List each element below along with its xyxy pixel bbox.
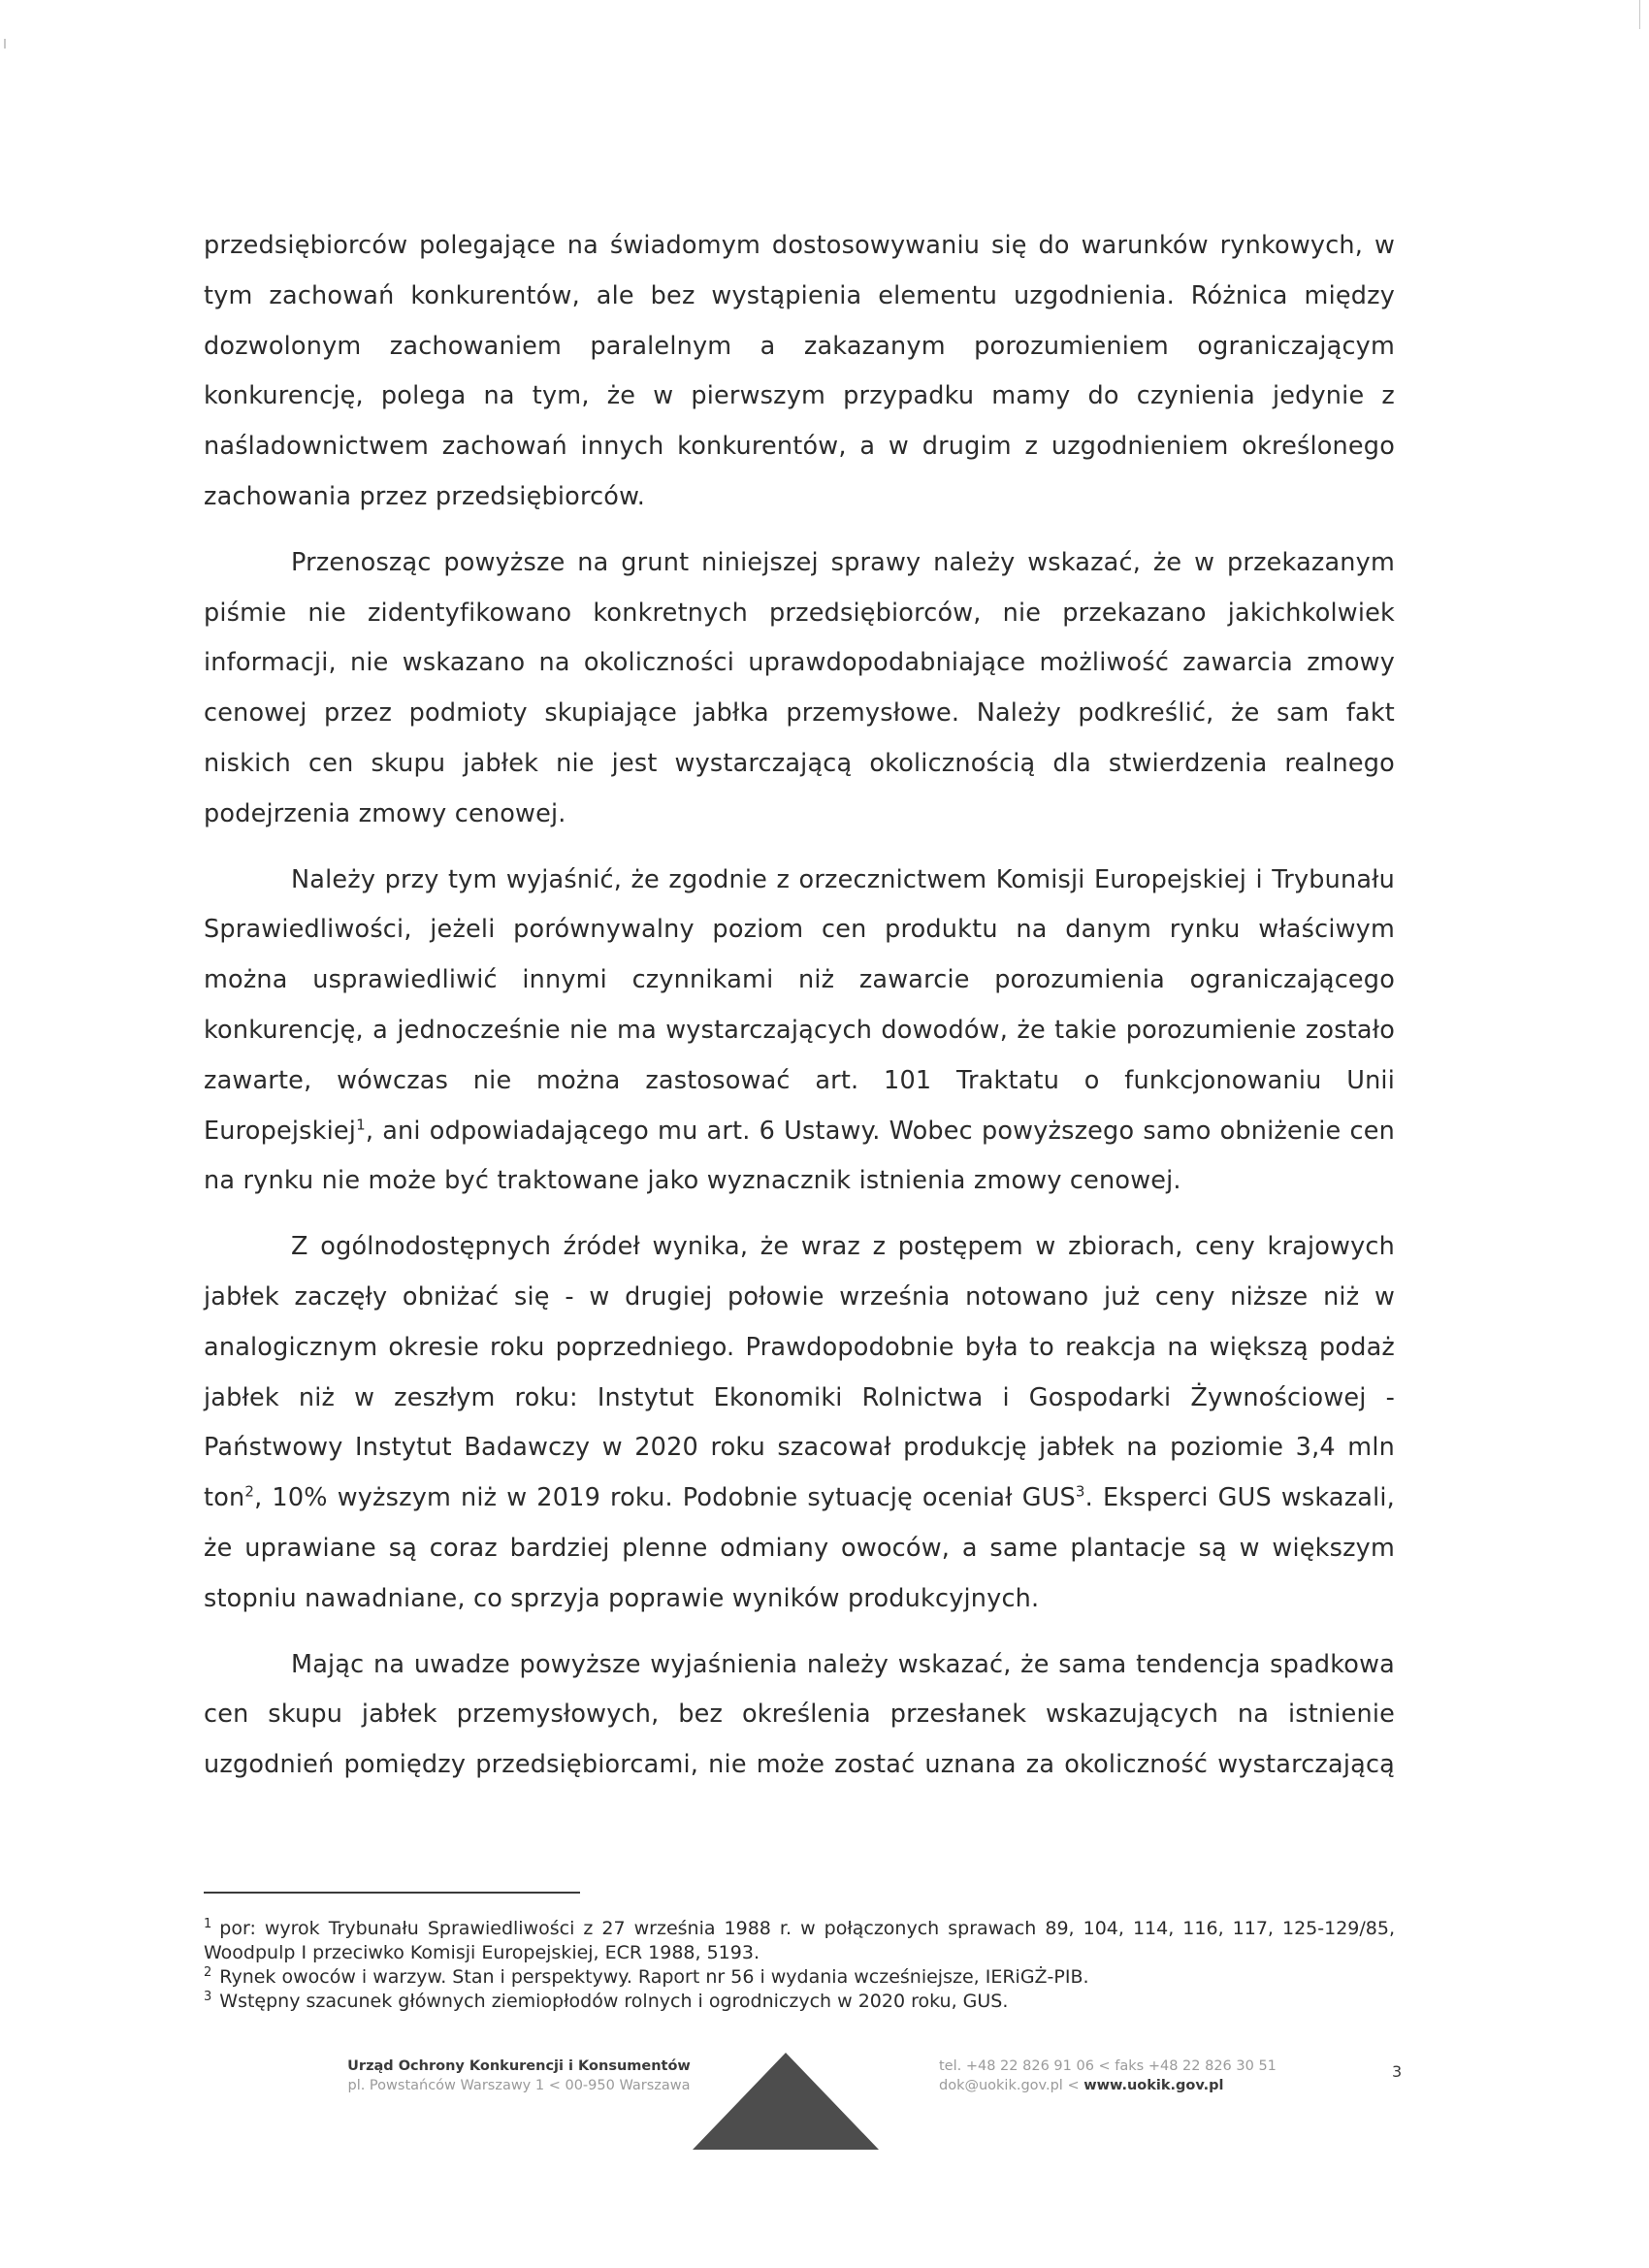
paragraph bbox=[204, 1640, 1395, 1791]
footnote-reference[interactable]: 1 bbox=[356, 1116, 366, 1134]
footnotes bbox=[204, 1917, 1395, 2014]
footnote bbox=[204, 1990, 1395, 2014]
website-link[interactable]: www.uokik.gov.pl bbox=[1083, 2078, 1224, 2093]
footnote-number: 2 bbox=[204, 1964, 212, 1980]
document-body bbox=[204, 221, 1395, 1791]
footer-address-block bbox=[325, 2057, 713, 2095]
paragraph-text: Przenosząc powyższe na grunt niniejszej sprawy należy wskazać, że w przekazanym piśmie nie zidentyfikowano konkretnych przedsiębiorców, nie przekazano jakichkolwiek informacji, nie wskazano na okoliczności uprawdopodabniające możliwość zawarcia zmowy cenowej przez podmioty skupiające jabłka przemysłowe. Należy podkreślić, że sam fakt niskich cen skupu jabłek nie jest wystarczającą okolicznością dla stwierdzenia realnego podejrzenia zmowy cenowej. bbox=[204, 547, 1395, 828]
paragraph-text: Z ogólnodostępnych źródeł wynika, że wraz z postępem w zbiorach, ceny krajowych jabłek zaczęły obniżać się - w drugiej połowie września notowano już ceny niższe niż w analogicznym okresie roku poprzedniego. Prawdopodobnie była to reakcja na większą podaż jabłek niż w zeszłym roku: Instytut Ekonomiki Rolnictwa i Gospodarki Żywnościowej - Państwowy Instytut Badawczy w 2020 roku szacował produkcję jabłek na poziomie 3,4 mln ton bbox=[204, 1232, 1395, 1513]
footnote-text: Rynek owoców i warzyw. Stan i perspektywy. Raport nr 56 i wydania wcześniejsze, IERiGŻ-PIB. bbox=[219, 1966, 1089, 1988]
footnote bbox=[204, 1965, 1395, 1990]
phone-fax: tel. +48 22 826 91 06 < faks +48 22 826 30 51 bbox=[939, 2058, 1277, 2074]
paragraph bbox=[204, 221, 1395, 523]
paragraph-text: Należy przy tym wyjaśnić, że zgodnie z orzecznictwem Komisji Europejskiej i Trybunału Sprawiedliwości, jeżeli porównywalny poziom cen produktu na danym rynku właściwym można usprawiedliwić innymi czynnikami niż zawarcie porozumienia ograniczającego konkurencję, a jednocześnie nie ma wystarczających dowodów, że takie porozumienie zostało zawarte, wówczas nie można zastosować art. 101 Traktatu o funkcjonowaniu Unii Europejskiej bbox=[204, 864, 1395, 1146]
paragraph-text: Mając na uwadze powyższe wyjaśnienia należy wskazać, że sama tendencja spadkowa cen skupu jabłek przemysłowych, bez określenia przesłanek wskazujących na istnienie uzgodnień pomiędzy przedsiębiorcami, nie może zostać uznana za okoliczność wystarczającą bbox=[204, 1649, 1395, 1780]
footnote-reference[interactable]: 3 bbox=[1075, 1482, 1085, 1501]
separator: < bbox=[1062, 2078, 1084, 2093]
paragraph-text: , ani odpowiadającego mu art. 6 Ustawy. Wobec powyższego samo obniżenie cen na rynku nie może być traktowane jako wyznacznik istnienia zmowy cenowej. bbox=[204, 1116, 1395, 1196]
uokik-triangle-logo-icon bbox=[689, 2049, 883, 2151]
footnote-text: por: wyrok Trybunału Sprawiedliwości z 27 września 1988 r. w połączonych sprawach 89, 104, 114, 116, 117, 125-129/85, Woodpulp I przeciwko Komisji Europejskiej, ECR 1988, 5193. bbox=[204, 1918, 1395, 1963]
scan-artifact bbox=[1639, 0, 1640, 29]
footnote-number: 3 bbox=[204, 1989, 212, 2004]
footnote-separator bbox=[204, 1892, 580, 1894]
organization-address: pl. Powstańców Warszawy 1 < 00-950 Warszawa bbox=[347, 2078, 691, 2093]
organization-name: Urząd Ochrony Konkurencji i Konsumentów bbox=[347, 2058, 691, 2074]
footnote-number: 1 bbox=[204, 1916, 212, 1931]
footnote-text: Wstępny szacunek głównych ziemiopłodów rolnych i ogrodniczych w 2020 roku, GUS. bbox=[219, 1991, 1009, 2012]
paragraph-text: . Eksperci GUS wskazali, że uprawiane są coraz bardziej plenne odmiany owoców, a same plantacje są w większym stopniu nawadniane, co sprzyja poprawie wyników produkcyjnych. bbox=[204, 1483, 1395, 1613]
paragraph-text: przedsiębiorców polegające na świadomym dostosowywaniu się do warunków rynkowych, w tym zachowań konkurentów, ale bez wystąpienia elementu uzgodnienia. Różnica między dozwolonym zachowaniem paralelnym a zakazanym porozumieniem ograniczającym konkurencję, polega na tym, że w pierwszym przypadku mamy do czynienia jedynie z naśladownictwem zachowań innych konkurentów, a w drugim z uzgodnieniem określonego zachowania przez przedsiębiorców. bbox=[204, 231, 1395, 511]
email-link[interactable]: dok@uokik.gov.pl bbox=[939, 2078, 1063, 2093]
email-website-line bbox=[939, 2076, 1366, 2095]
footer-contact-block bbox=[939, 2057, 1366, 2095]
page-number: 3 bbox=[1392, 2062, 1403, 2081]
paragraph bbox=[204, 538, 1395, 840]
paragraph-text: , 10% wyższym niż w 2019 roku. Podobnie sytuację oceniał GUS bbox=[254, 1483, 1076, 1513]
paragraph bbox=[204, 856, 1395, 1208]
paragraph bbox=[204, 1222, 1395, 1624]
scan-artifact bbox=[4, 39, 6, 49]
footnote bbox=[204, 1917, 1395, 1965]
footnote-reference[interactable]: 2 bbox=[244, 1482, 255, 1501]
